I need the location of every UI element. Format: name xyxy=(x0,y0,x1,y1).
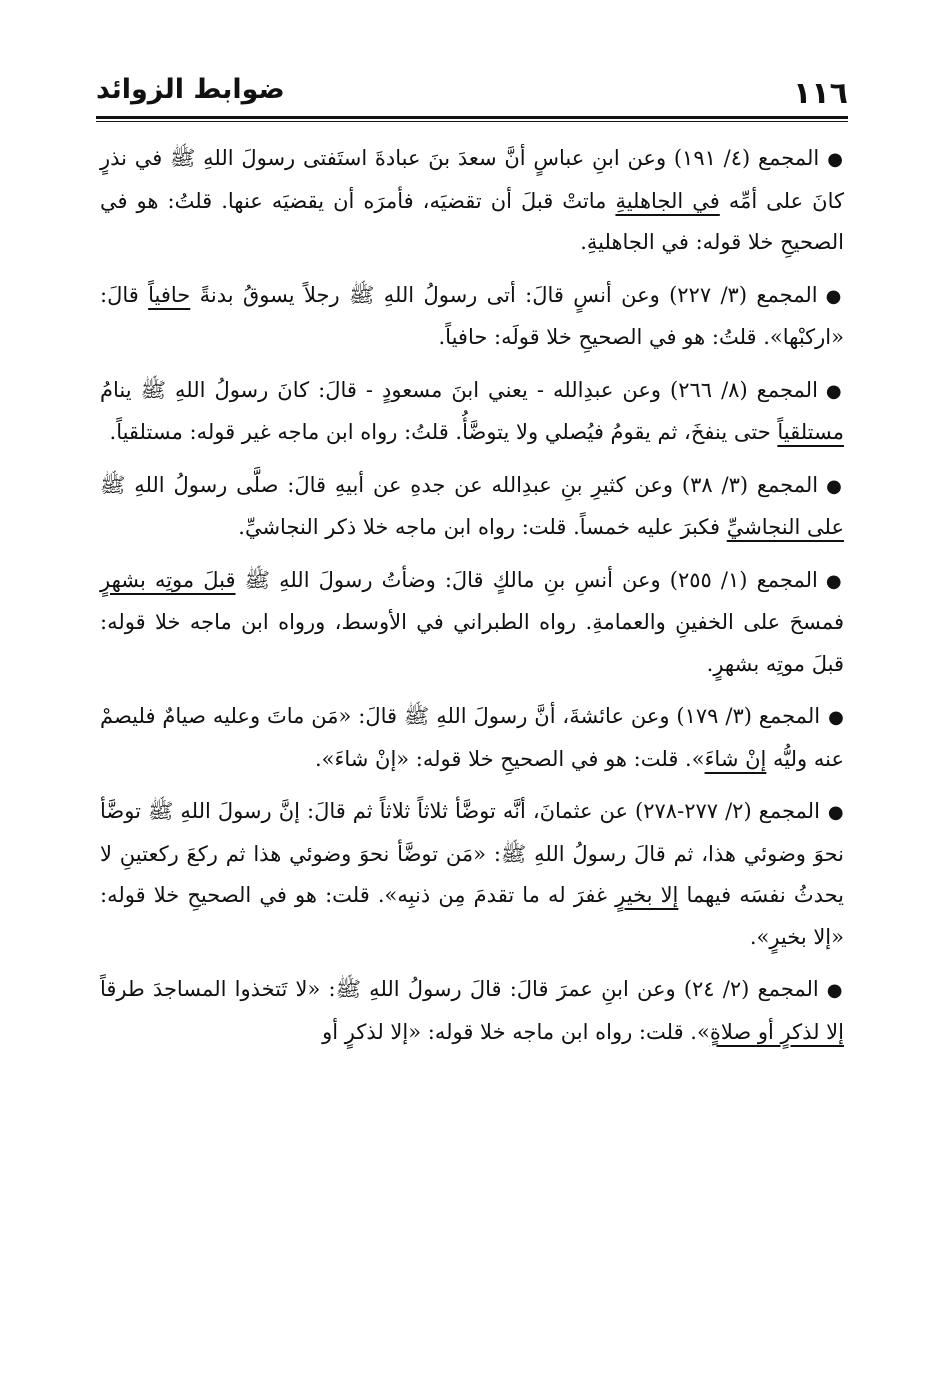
entry-7 xyxy=(100,791,844,958)
entry-3 xyxy=(100,370,844,454)
underlined-addition: حافياً xyxy=(148,282,191,307)
underlined-addition: قبلَ موتِه بشهرٍ xyxy=(100,567,236,592)
entry-text: المجمع (٤/ ١٩١) وعن ابنِ عباسٍ أنَّ سعدَ بنَ عبادةَ استَفتى رسولَ اللهِ ﷺ في نذرٍ كانَ على أمِّه xyxy=(100,146,844,213)
entry-6 xyxy=(100,696,844,780)
underlined-addition: إنْ شاءَ xyxy=(704,746,767,771)
running-title: ضوابط الزوائد xyxy=(96,74,285,105)
header-rule-thin xyxy=(96,121,848,122)
bullet: ● xyxy=(825,380,844,402)
entry-text: ». قلت: رواه ابن ماجه خلا قوله: «إلا لذكرٍ أو xyxy=(322,1019,710,1044)
entry-text: فكبرَ عليه خمساً. قلت: رواه ابن ماجه خلا ذكر النجاشيِّ. xyxy=(238,515,727,539)
entry-text: المجمع (٣/ ١٧٩) وعن عائشةَ، أنَّ رسولَ اللهِ ﷺ قالَ: «مَن ماتَ وعليه صيامٌ فليصمْ عنه وليُّه xyxy=(100,704,844,771)
underlined-addition: إلا بخيرٍ xyxy=(615,883,679,907)
bullet: ● xyxy=(826,475,844,497)
entry-text: المجمع (١/ ٢٥٥) وعن أنسِ بنِ مالكٍ قالَ: وضأتُ رسولَ اللهِ ﷺ xyxy=(235,567,818,592)
bullet: ● xyxy=(828,707,844,728)
underlined-addition: على النجاشيِّ xyxy=(726,515,844,539)
entry-text: غفرَ له ما تقدمَ مِن ذنبِه». قلت: هو في الصحيحِ خلا قوله: «إلا بخيرٍ». xyxy=(100,883,844,949)
entry-text: ماتتْ قبلَ أن تقضيَه، فأمرَه أن يقضيَه عنها. قلتُ: هو في الصحيحِ خلا قوله: في الجاهليةِ. xyxy=(100,188,844,254)
entry-text: ». قلت: هو في الصحيحِ خلا قوله: «إنْ شاءَ». xyxy=(314,746,705,771)
entry-text: حتى ينفخَ، ثم يقومُ فيُصلي ولا يتوضَّأُ. قلتُ: رواه ابن ماجه غير قوله: مستلقياً. xyxy=(109,420,778,444)
page-content xyxy=(100,138,844,1064)
header-rule-thick xyxy=(96,116,848,119)
underlined-addition: في الجاهليةِ xyxy=(615,188,720,213)
entry-text: المجمع (٨/ ٢٦٦) وعن عبدِالله - يعني ابنَ مسعودٍ - قالَ: كانَ رسولُ اللهِ ﷺ ينامُ xyxy=(100,377,818,402)
entry-4 xyxy=(100,465,844,549)
entry-text: قالَ: «اركبْها». قلتُ: هو في الصحيحِ خلا قولَه: حافياً. xyxy=(100,282,844,349)
bullet: ● xyxy=(827,802,844,823)
underlined-addition: مستلقياً xyxy=(777,420,844,444)
underlined-addition: إلا لذكرٍ أو صلاةٍ xyxy=(709,1019,844,1044)
entry-1 xyxy=(100,138,844,264)
entry-text: المجمع (٣/ ٢٢٧) وعن أنسٍ قالَ: أتى رسولُ اللهِ ﷺ رجلاً يسوقُ بدنةً xyxy=(190,282,818,307)
entry-text: فمسحَ على الخفينِ والعمامةِ. رواه الطبراني في الأوسط، ورواه ابن ماجه خلا قوله: قبلَ موتِه بشهرٍ. xyxy=(100,610,844,676)
entry-text: المجمع (٣/ ٣٨) وعن كثيرِ بنِ عبدِالله عن جدهِ عن أبيهِ قالَ: صلَّى رسولُ اللهِ ﷺ xyxy=(100,472,819,497)
entry-5 xyxy=(100,560,844,686)
entry-text: المجمع (٢/ ٢٤) وعن ابنِ عمرَ قالَ: قالَ رسولُ اللهِ ﷺ: «لا تَتخذوا المساجدَ طرقاً xyxy=(100,977,819,1001)
bullet: ● xyxy=(825,285,844,307)
bullet: ● xyxy=(827,149,844,170)
page-header xyxy=(96,70,848,114)
entry-2 xyxy=(100,275,844,359)
entry-text: المجمع (٢/ ٢٧٧-٢٧٨) عن عثمانَ، أنَّه توضَّأ ثلاثاً ثلاثاً ثم قالَ: إنَّ رسولَ اللهِ ﷺ توضَّأ نحوَ وضوئي هذا، ثم قالَ رسولُ اللهِ ﷺ: «مَن توضَّأ نحوَ وضوئي هذا ثم ركعَ ركعتينِ لا يحدثُ نفسَه فيهما xyxy=(100,799,845,907)
bullet: ● xyxy=(826,980,844,1001)
entry-8 xyxy=(100,969,844,1053)
bullet: ● xyxy=(825,570,844,592)
page-number: ١١٦ xyxy=(793,76,848,111)
